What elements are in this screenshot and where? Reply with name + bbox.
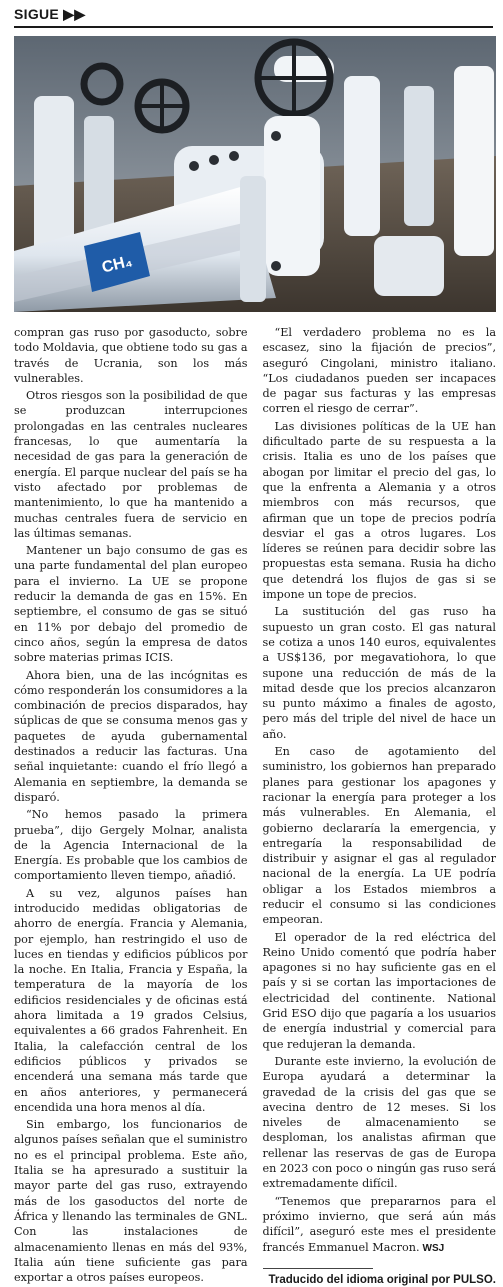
article-column-right	[263, 325, 497, 1287]
paragraph: compran gas ruso por gasoducto, sobre todo Moldavia, que obtiene todo su gas a través de Ucrania, son los más vulnerables.	[14, 326, 248, 385]
paragraph: “No hemos pasado la primera prueba”, dijo Gergely Molnar, analista de la Agencia Internacional de la Energía. Es probable que los cambios de comportamiento lleven tiempo, añadió.	[14, 808, 248, 883]
credit-rule	[263, 1268, 373, 1269]
paragraph: A su vez, algunos países han introducido medidas obligatorias de ahorro de energía. Francia y Alemania, por ejemplo, han restringido el uso de luces en tiendas y edificios públicos por la noche. En Italia, Francia y España, la temperatura de la mayoría de los edificios residenciales y de oficinas está ahora limitada a 19 grados Celsius, equivalentes a 66 grados Fahrenheit. En Italia, la calefacción central de los edificios públicos y privados se encenderá una semana más tarde que en años anteriores, y permanecerá encendida una hora menos al día.	[14, 886, 248, 1114]
wsj-signature: WSJ	[422, 1242, 445, 1254]
translation-credit: Traducido del idioma original por PULSO.	[268, 1273, 496, 1286]
final-paragraph-text: “Tenemos que prepararnos para el próximo invierno, que será aún más difícil”, aseguró este mes el presidente francés Emmanuel Macron.	[262, 1194, 496, 1254]
paragraph: Otros riesgos son la posibilidad de que se produzcan interrupciones prolongadas en las centrales nucleares francesas, lo que aumentaría la necesidad de gas para la generación de energía. El parque nuclear del país se ha visto afectado por problemas de mantenimiento, lo que ha mantenido a muchas centrales fuera de servicio en las últimas semanas.	[14, 389, 248, 540]
article-column-left	[14, 325, 248, 1287]
gas-pipeline-photo	[14, 36, 496, 312]
paragraph-final	[263, 1194, 497, 1256]
header-rule	[14, 26, 493, 28]
section-header: SIGUE ▶▶	[14, 6, 86, 22]
paragraph: Sin embargo, los funcionarios de algunos países señalan que el suministro no es el principal problema. Este año, Italia se ha apresurado a sustituir la mayor parte del gas ruso, extrayendo más de los gasoductos del norte de África y llenando las terminales de GNL. Con las instalaciones de almacenamiento llenas en más del 93%, Italia aún tiene suficiente gas para exportar a otros países europeos.	[14, 1118, 248, 1285]
paragraph: Ahora bien, una de las incógnitas es cómo responderán los consumidores a la combinación de precios disparados, hay súplicas de que se consuma menos gas y paquetes de ayuda gubernamental destinados a reducir las facturas. Una señal inquietante: cuando el frío llegó a Alemania en septiembre, la demanda se disparó.	[14, 668, 248, 804]
paragraph: Mantener un bajo consumo de gas es una parte fundamental del plan europeo para el invierno. La UE se propone reducir la demanda de gas en 15%. En septiembre, el consumo de gas se situó en 11% por debajo del promedio de cinco años, según la empresa de datos sobre materias primas ICIS.	[14, 544, 248, 665]
article-body	[14, 325, 496, 1287]
paragraph: Las divisiones políticas de la UE han dificultado parte de su respuesta a la crisis. Italia es uno de los países que abogan por limitar el precio del gas, lo que la enfrenta a Alemania y a otros miembros con más recursos, que afirman que un tope de precios podría desviar el gas a otros lugares. Los líderes se reúnen para decidir sobre las propuestas esta semana. Rusia ha dicho que detendrá los flujos de gas si se impone un tope de precios.	[262, 419, 496, 602]
paragraph: El operador de la red eléctrica del Reino Unido comentó que podría haber apagones si no hay suficiente gas en el país y si se cortan las importaciones de electricidad del continente. National Grid ESO dijo que pagaría a los usuarios de energía industrial y comercial para que redujeran la demanda.	[262, 930, 496, 1051]
paragraph: La sustitución del gas ruso ha supuesto un gran costo. El gas natural se cotiza a unos 140 euros, equivalentes a US$136, por megavatiohora, lo que supone una reducción de más de la mitad desde que los precios alcanzaron su punto máximo a finales de agosto, pero más del triple del nivel de hace un año.	[262, 605, 496, 741]
paragraph: En caso de agotamiento del suministro, los gobiernos han preparado planes para gestionar los apagones y racionar la energía para proteger a los más vulnerables. En Alemania, el gobierno declararía la emergencia, y entregaría la responsabilidad de distribuir y asignar el gas al regulador nacional de la energía. La UE podría obligar a los Estados miembros a reducir el consumo si las condiciones empeoran.	[262, 745, 496, 927]
pipe-label: CH₄	[100, 252, 135, 277]
paragraph: “El verdadero problema no es la escasez, sino la fijación de precios”, aseguró Cingolani, ministro italiano. “Los ciudadanos pueden ser incapaces de pagar sus facturas y las empresas corren el riesgo de cerrar”.	[262, 326, 496, 416]
paragraph: Durante este invierno, la evolución de Europa ayudará a determinar la gravedad de la crisis del gas que se avecina dentro de 12 meses. Si los niveles de almacenamiento se desploman, los analistas afirman que rellenar las reservas de gas de Europa en 2023 con poco o ningún gas ruso será extremadamente difícil.	[262, 1054, 496, 1191]
